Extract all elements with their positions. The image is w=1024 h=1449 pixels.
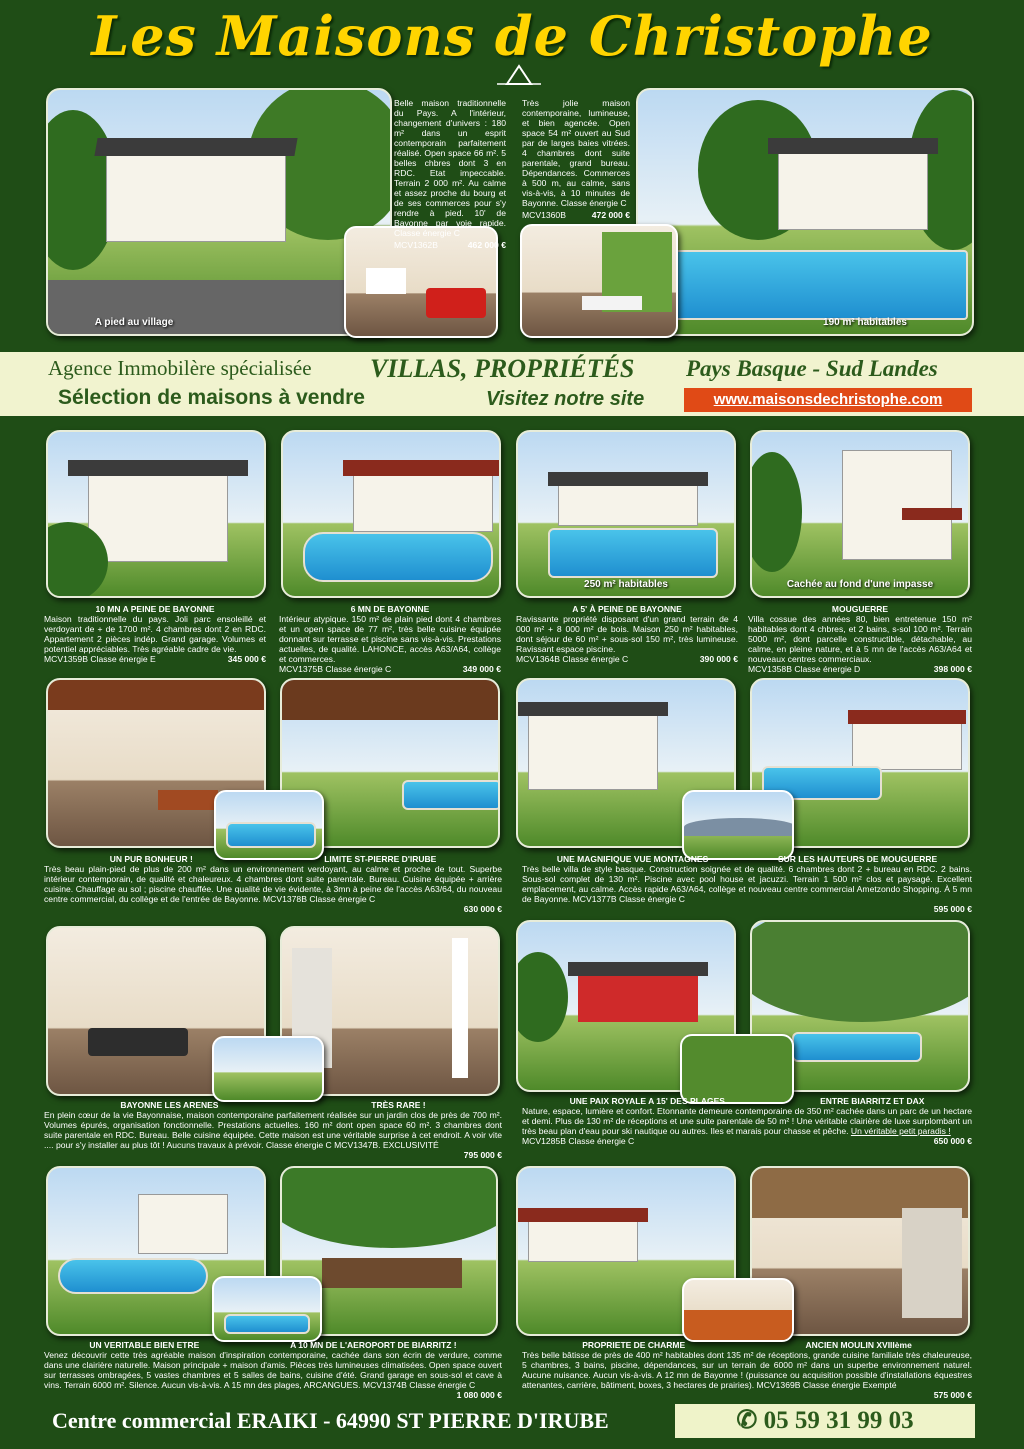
property-description: En plein cœur de la vie Bayonnaise, maison contemporaine parfaitement réalisée sur un jardin clos de près de 700 m². Volumes épurés, organisation fonctionnelle. Prestations actuelles. 160 m² dont open space 60 m². 3 chambres dont suite parentale en RDC. Bureau. Belle cuisine équipée. Cette maison est une véritable surprise à cet endroit. A voir vite .... pour s'y installer au plus tôt ! Aucuns travaux à prévoir. Classe énergie C MCV1347B. EXCLUSIVITÉ bbox=[44, 1110, 502, 1150]
property-ref: MCV1285B Classe énergie C bbox=[522, 1136, 635, 1146]
property-price: 349 000 € bbox=[462, 664, 501, 674]
property-description: Villa cossue des années 80, bien entretenue 150 m² habitables dont 4 chbres, et 2 bains, s-sol 100 m². Terrain 5000 m², dont parcelle constructible, détachable, au calme, en pleine nature, et à 5 mn de l'accès A63/A64 et nouveaux centres commerciaux. bbox=[748, 614, 972, 664]
property-ref: MCV1364B Classe énergie C bbox=[516, 654, 629, 664]
property-photo-pool-inset bbox=[214, 790, 324, 860]
property-photo bbox=[281, 430, 501, 598]
website-link[interactable]: www.maisonsdechristophe.com bbox=[684, 388, 972, 412]
property-photo-pool-house-inset bbox=[212, 1276, 322, 1342]
property-photo-garden-inset bbox=[212, 1036, 324, 1102]
page-title: Les Maisons de Christophe bbox=[91, 4, 933, 68]
property-description: Très beau plain-pied de plus de 200 m² dans un environnement verdoyant, au calme et proche de tout. Superbe intérieur contemporain, de qualité et chaleureux. 4 chambres dont suite parentale. Bureau. Cuisine équipée + arrière cuisine. Chauffage au sol ; piscine chauffée. Une qualité de vie évidente, à 3mn à peine de l'accès A63/64, du nouveau centre commercial, du collège et de l'entrée de Bayonne. MCV1378B Classe énergie C bbox=[44, 864, 502, 904]
property-ref: MCV1362B bbox=[394, 240, 438, 250]
property-label: ANCIEN MOULIN XVIIIème bbox=[805, 1340, 912, 1350]
agency-text: Agence Immobilère spécialisée bbox=[48, 356, 312, 380]
property-ref: MCV1375B Classe énergie C bbox=[279, 664, 392, 674]
visit-text: Visitez notre site bbox=[486, 388, 645, 410]
property-label: MOUGUERRE bbox=[831, 604, 889, 614]
property-photo bbox=[750, 430, 970, 598]
property-photo-kitchen-inset bbox=[682, 1278, 794, 1342]
property-label: A 10 MN DE L'AEROPORT DE BIARRITZ ! bbox=[290, 1340, 457, 1350]
property-price: 650 000 € bbox=[933, 1136, 972, 1146]
property-label: TRÈS RARE ! bbox=[371, 1100, 426, 1110]
property-label: PROPRIETE DE CHARME bbox=[582, 1340, 686, 1350]
property-description: Très jolie maison contemporaine, lumineuse, et bien agencée. Open space 54 m² ouvert au Sud par de larges baies vitrées. 4 chambres dont suite parentale, grand bureau. Dépendances. Commerces à 500 m, au calme, sans vis-à-vis, à 10 minutes de Bayonne. Classe énergie C bbox=[522, 98, 630, 208]
agency-band bbox=[0, 352, 1024, 416]
property-ref: MCV1358B Classe énergie D bbox=[748, 664, 861, 674]
property-label: LIMITE ST-PIERRE D'IRUBE bbox=[324, 854, 437, 864]
property-label: UN PUR BONHEUR ! bbox=[109, 854, 193, 864]
property-label: UNE MAGNIFIQUE VUE MONTAGNES bbox=[556, 854, 709, 864]
photo-caption: 190 m² habitables bbox=[823, 317, 907, 328]
photo-caption: A pied au village bbox=[94, 317, 174, 328]
property-label: ENTRE BIARRITZ ET DAX bbox=[820, 1096, 925, 1106]
property-price: 462 000 € bbox=[467, 240, 506, 250]
property-description: Belle maison traditionnelle du Pays. A l'intérieur, changement d'univers : 180 m² dans un esprit contemporain parfaitement réalisé. Open space 66 m². 5 belles chbres dont 3 en RDC. Etat impeccable. Terrain 2 000 m². Au calme et assez proche du bourg et de ses commerces pour s'y rendre à pied. 10' de Bayonne par voie rapide. Classe énergie C bbox=[394, 98, 506, 238]
property-description: Intérieur atypique. 150 m² de plain pied dont 4 chambres et un open space de 77 m², très belle cuisine équipée donnant sur terrasse et piscine sans vis-à-vis. Prestations actuelles, de qualité. LAHONCE, accès A63/A64, collège et commerces. bbox=[279, 614, 501, 664]
property-types: VILLAS, PROPRIÉTÉS bbox=[370, 354, 635, 383]
property-description: Ravissante propriété disposant d'un grand terrain de 4 000 m² + 8 000 m² de bois. Maison 250 m² habitables, dont séjour de 60 m² + sous-sol 150 m², très lumineuse. Ravissant espace piscine. bbox=[516, 614, 738, 654]
property-price: 390 000 € bbox=[699, 654, 738, 664]
property-price: 472 000 € bbox=[591, 210, 630, 220]
property-label: 6 MN DE BAYONNE bbox=[350, 604, 430, 614]
footer-address: Centre commercial ERAIKI - 64990 ST PIERRE D'IRUBE bbox=[52, 1408, 609, 1433]
photo-caption: 250 m² habitables bbox=[584, 579, 668, 590]
phone-number[interactable]: ✆ 05 59 31 99 03 bbox=[675, 1404, 975, 1438]
property-photo bbox=[46, 430, 266, 598]
property-price: 795 000 € bbox=[463, 1150, 502, 1160]
property-label: A 5' À PEINE DE BAYONNE bbox=[572, 604, 682, 614]
property-label: UN VERITABLE BIEN ETRE bbox=[89, 1340, 200, 1350]
property-photo-dining bbox=[520, 224, 678, 338]
property-description: Très belle bâtisse de près de 400 m² habitables dont 135 m² de réceptions, grande cuisine familiale très chaleureuse, 5 chambres, 3 bains, piscine, dépendances, sur un terrain de 6000 m² dans un superbe environnement naturel. Aucune nuisance. Aucun vis-à-vis. A 12 mn de Bayonne ! (puissance ou acquisition possible d'installations équestres attenantes, carrière, bâtiment, boxes, 3 hectares de prairies). MCV1369B Classe énergie Exempté bbox=[522, 1350, 972, 1390]
property-label: UNE PAIX ROYALE A 15' DES PLAGES bbox=[569, 1096, 725, 1106]
property-photo-mountain-view bbox=[682, 790, 794, 860]
property-price: 630 000 € bbox=[463, 904, 502, 914]
property-description: Maison traditionnelle du pays. Joli parc ensoleillé et verdoyant de + de 1700 m². 4 chambres dont 2 en RDC. Appartement 2 pièces indép. Grand garage. Volumes et potentiel appréciables. Très agréable cadre de vie. bbox=[44, 614, 266, 654]
property-label: BAYONNE LES ARENES bbox=[120, 1100, 219, 1110]
property-price: 398 000 € bbox=[933, 664, 972, 674]
property-highlight: Un véritable petit paradis ! bbox=[850, 1126, 951, 1136]
property-label: SUR LES HAUTEURS DE MOUGUERRE bbox=[777, 854, 938, 864]
region-text: Pays Basque - Sud Landes bbox=[686, 356, 938, 381]
property-price: 575 000 € bbox=[933, 1390, 972, 1400]
property-photo-aerial-inset bbox=[680, 1034, 794, 1104]
property-description: Nature, espace, lumière et confort. Etonnante demeure contemporaine de 350 m² cachée dans un parc de un hectare et demi. Plus de 130 m² de réceptions et une suite parentale de 50 m² ! Une véritable clairière de luxe surplombant un très beau plan d'eau pour ski nautique ou autres. Iles et marais pour chasse et pêche. bbox=[522, 1106, 972, 1136]
property-price: 345 000 € bbox=[227, 654, 266, 664]
property-description: Venez découvrir cette très agréable maison d'inspiration contemporaine, cachée dans son écrin de verdure, comme dans une clairière naturelle. Maison principale + maison d'amis. Pièces très lumineuses climatisées. Open space ouvert sur terrasses ombragées, 5 vastes chambres et 5 salles de bains, cuisine d'été. Grand garage en sous-sol et cave à vins. Terrain 6000 m². Silence. Aucun vis-à-vis. A 15 mn des plages, ARCANGUES. MCV1374B Classe énergie C bbox=[44, 1350, 502, 1390]
property-price: 595 000 € bbox=[933, 904, 972, 914]
selection-text: Sélection de maisons à vendre bbox=[58, 386, 365, 409]
property-description: Très belle villa de style basque. Construction soignée et de qualité. 6 chambres dont 2 + bureau en RDC. 2 bains. Sous-sol complet de 130 m². Piscine avec pool house et jacuzzi. Terrain 1 500 m² clos et paysagé. Excellent emplacement, au calme. Accès rapide A63/A64, collège et nouveau centre commercial Ametzondo Shopping. À 5 mn de Bayonne. MCV1377B Classe énergie C bbox=[522, 864, 972, 904]
property-ref: MCV1360B bbox=[522, 210, 566, 220]
property-price: 1 080 000 € bbox=[456, 1390, 502, 1400]
property-photo-village bbox=[46, 88, 392, 336]
property-photo bbox=[516, 430, 736, 598]
property-photo-pool bbox=[636, 88, 974, 336]
photo-caption: Cachée au fond d'une impasse bbox=[786, 579, 934, 590]
property-ref: MCV1359B Classe énergie E bbox=[44, 654, 156, 664]
logo-triangle-icon bbox=[497, 64, 541, 90]
property-label: 10 MN A PEINE DE BAYONNE bbox=[95, 604, 215, 614]
